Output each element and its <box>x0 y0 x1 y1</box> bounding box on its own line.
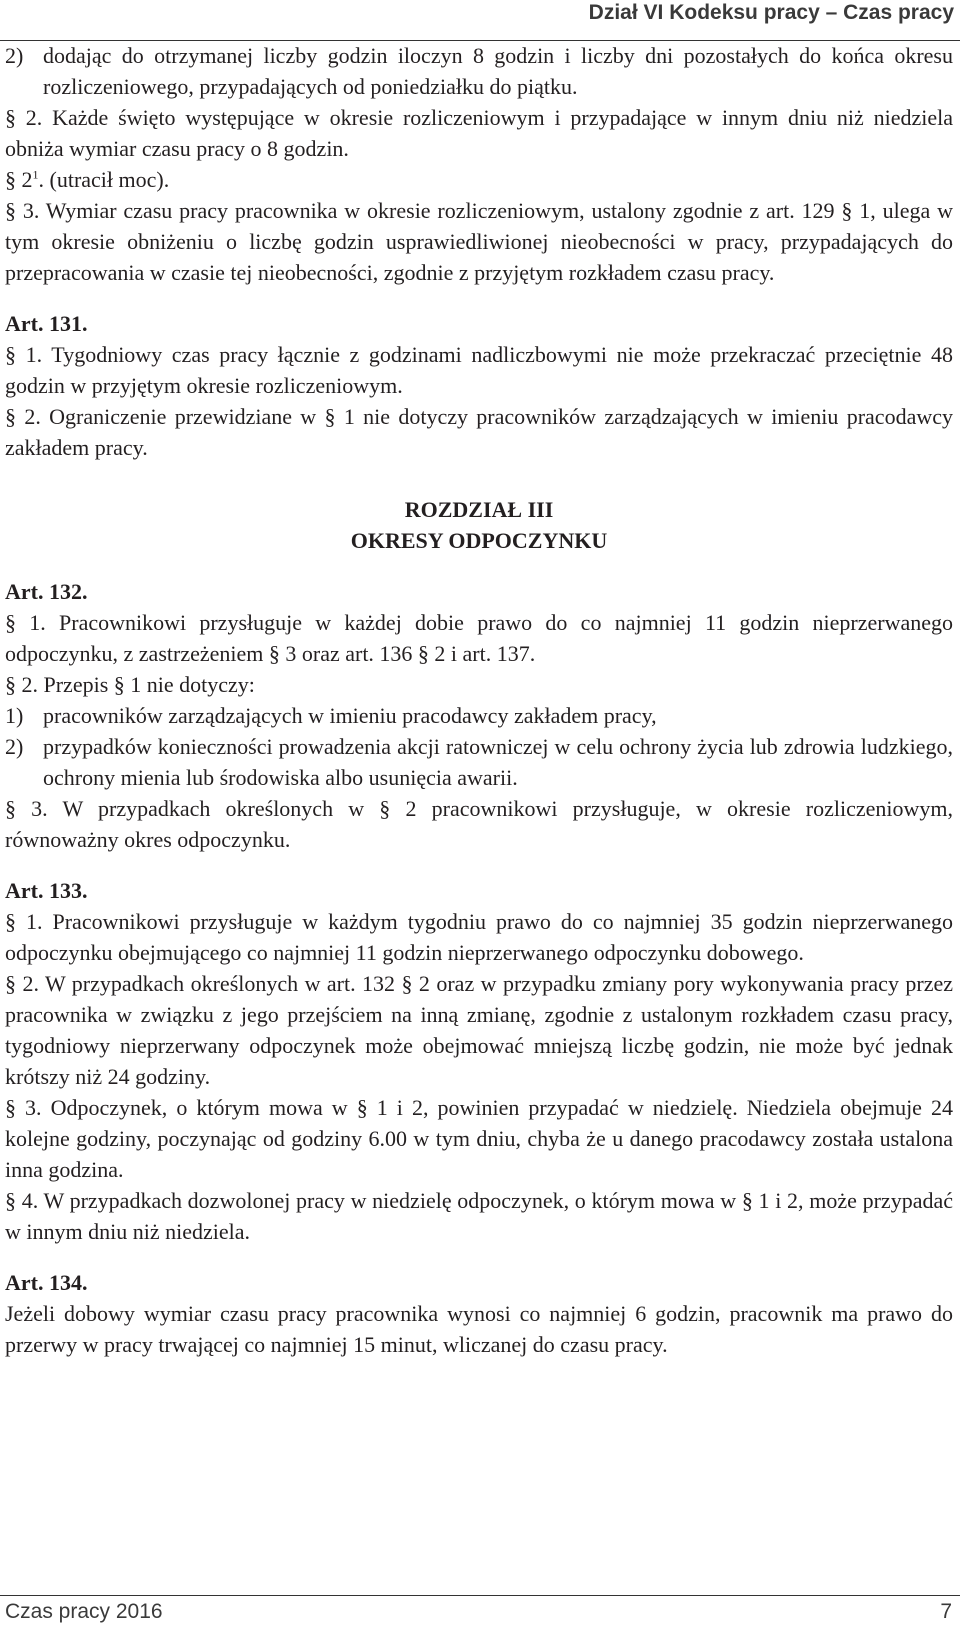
chapter-number: ROZDZIAŁ III <box>404 497 554 522</box>
paragraph: § 2. Ograniczenie przewidziane w § 1 nie dotyczy pracowników zarządzających w imieniu pracodawcy zakładem pracy. <box>5 404 953 460</box>
footer-publication-title: Czas pracy 2016 <box>5 1600 163 1623</box>
paragraph: Jeżeli dobowy wymiar czasu pracy pracownika wynosi co najmniej 6 godzin, pracownik ma prawo do przerwy w pracy trwającej co najmniej 15 minut, wliczanej do czasu pracy. <box>5 1301 953 1357</box>
article-heading: Art. 131. <box>5 311 88 336</box>
list-item <box>5 731 953 793</box>
paragraph: § 2. Każde święto występujące w okresie rozliczeniowym i przypadające w innym dniu niż niedziela obniża wymiar czasu pracy o 8 godzin. <box>5 105 953 161</box>
paragraph: § 3. Wymiar czasu pracy pracownika w okresie rozliczeniowym, ustalony zgodnie z art. 129 § 1, ulega w tym okresie obniżeniu o liczbę godzin usprawiedliwionej nieobecności w pracy, przypadających do przepracowania w czasie tej nieobecności, zgodnie z przyjętym rozkładem czasu pracy. <box>5 198 953 285</box>
list-item-text: pracowników zarządzających w imieniu pracodawcy zakładem pracy, <box>43 703 657 728</box>
paragraph-prefix: § 2 <box>5 167 33 192</box>
paragraph: § 1. Pracownikowi przysługuje w każdym tygodniu prawo do co najmniej 35 godzin nieprzerwanego odpoczynku obejmującego co najmniej 11 godzin nieprzerwanego odpoczynku dobowego. <box>5 909 953 965</box>
paragraph: § 2. Przepis § 1 nie dotyczy: <box>5 672 255 697</box>
article-heading: Art. 132. <box>5 579 88 604</box>
running-header <box>0 0 960 41</box>
list-item-number: 1) <box>5 703 24 728</box>
paragraph: § 1. Pracownikowi przysługuje w każdej dobie prawo do co najmniej 11 godzin nieprzerwanego odpoczynku, z zastrzeżeniem § 3 oraz art. 136 § 2 i art. 137. <box>5 610 953 666</box>
article-heading: Art. 133. <box>5 878 88 903</box>
paragraph: § 3. Odpoczynek, o którym mowa w § 1 i 2, powinien przypadać w niedzielę. Niedziela obejmuje 24 kolejne godziny, poczynając od godziny 6.00 w tym dniu, chyba że u danego pracodawcy została ustalona inna godzina. <box>5 1095 953 1182</box>
paragraph: § 3. W przypadkach określonych w § 2 pracownikowi przysługuje, w okresie rozliczeniowym, równoważny okres odpoczynku. <box>5 796 953 852</box>
running-footer <box>0 1595 960 1628</box>
page-content <box>5 40 953 1360</box>
paragraph-suffix: . (utracił moc). <box>38 167 170 192</box>
list-item-number: 2) <box>5 734 24 759</box>
paragraph: § 4. W przypadkach dozwolonej pracy w niedzielę odpoczynek, o którym mowa w § 1 i 2, może przypadać w innym dniu niż niedziela. <box>5 1188 953 1244</box>
list-item <box>5 40 953 102</box>
paragraph <box>5 164 953 195</box>
header-title: Dział VI Kodeksu pracy – Czas pracy <box>588 1 954 24</box>
superscript: 1 <box>32 167 39 182</box>
list-item <box>5 700 953 731</box>
list-item-text: przypadków konieczności prowadzenia akcji ratowniczej w celu ochrony życia lub zdrowia ludzkiego, ochrony mienia lub środowiska albo usunięcia awarii. <box>43 734 953 790</box>
paragraph: § 2. W przypadkach określonych w art. 132 § 2 oraz w przypadku zmiany pory wykonywania pracy przez pracownika w związku z jego przejściem na inną zmianę, zgodnie z ustalonym rozkładem czasu pracy, tygodniowy nieprzerwany odpoczynek może obejmować mniejszą liczbę godzin, nie może być jednak krótszy niż 24 godziny. <box>5 971 953 1089</box>
list-item-number: 2) <box>5 43 24 68</box>
list-item-text: dodając do otrzymanej liczby godzin iloczyn 8 godzin i liczby dni pozostałych do końca okresu rozliczeniowego, przypadających od poniedziałku do piątku. <box>43 43 953 99</box>
article-heading: Art. 134. <box>5 1270 88 1295</box>
page-number: 7 <box>940 1600 952 1623</box>
paragraph: § 1. Tygodniowy czas pracy łącznie z godzinami nadliczbowymi nie może przekraczać przeciętnie 48 godzin w przyjętym okresie rozliczeniowym. <box>5 342 953 398</box>
chapter-title: OKRESY ODPOCZYNKU <box>350 528 608 553</box>
